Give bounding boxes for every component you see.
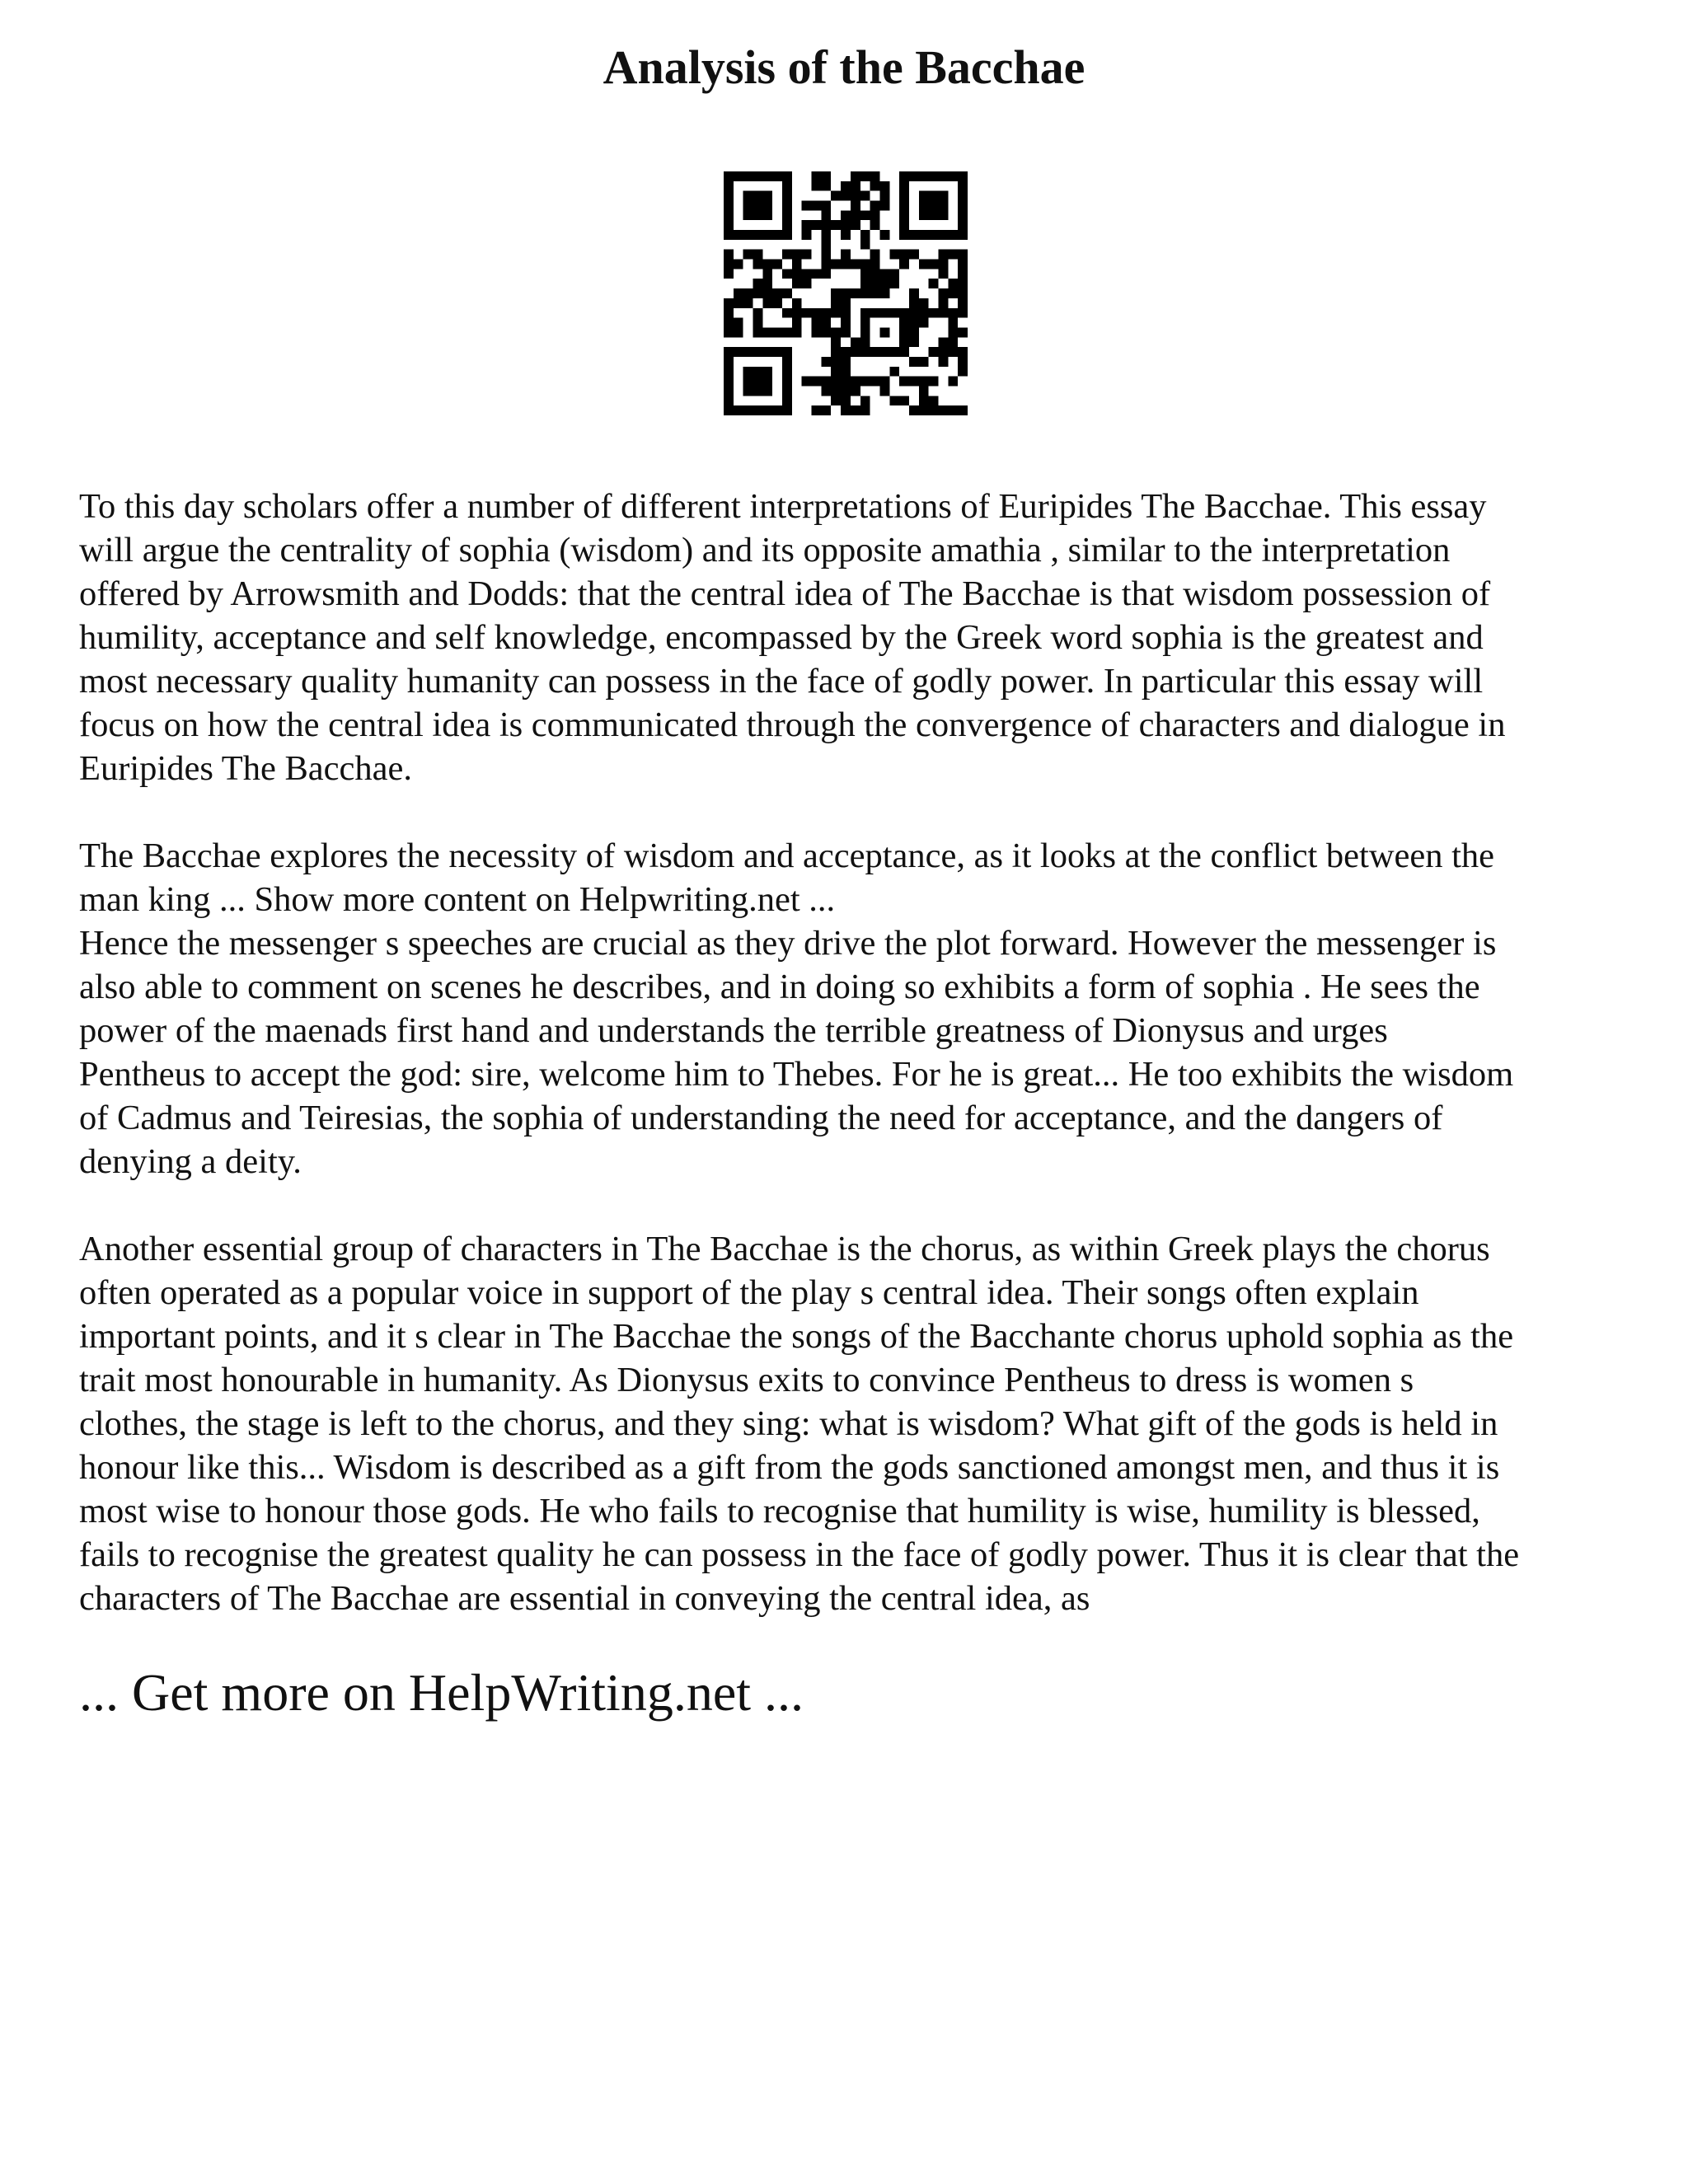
get-more-link[interactable]: ... Get more on HelpWriting.net ... [79,1663,804,1722]
page-title: Analysis of the Bacchae [603,40,1085,94]
paragraph-conflict: The Bacchae explores the necessity of wisdom and acceptance, as it looks at the conflict between the man king ... Show more content on Helpwriting.net ... [79,837,1495,919]
paragraph-chorus: Another essential group of characters in The Bacchae is the chorus, as within Greek plays the chorus often operated as a popular voice in support of the play s central idea. Their songs often explain important points, and it s clear in The Bacchae the songs of the Bacchante chorus uphold sophia as the trait most honourable in humanity. As Dionysus exits to convince Pentheus to dress is women s clothes, the stage is left to the chorus, and they sing: what is wisdom? What gift of the gods is held in honour like this... Wisdom is described as a gift from the gods sanctioned amongst men, and thus it is most wise to honour those gods. He who fails to recognise that humility is wise, humility is blessed, fails to recognise the greatest quality he can possess in the face of godly power. Thus it is clear that the characters of The Bacchae are essential in conveying the central idea, as [79,1230,1520,1618]
essay-body [79,485,1629,1664]
qr-code-icon [724,171,968,415]
paragraph-messenger: Hence the messenger s speeches are crucial as they drive the plot forward. However the messenger is also able to comment on scenes he describes, and in doing so exhibits a form of sophia . He sees the power of the maenads first hand and understands the terrible greatness of Dionysus and urges Pentheus to accept the god: sire, welcome him to Thebes. For he is great... He too exhibits the wisdom of Cadmus and Teiresias, the sophia of understanding the need for acceptance, and the dangers of denying a deity. [79,924,1514,1181]
paragraph-intro: To this day scholars offer a number of different interpretations of Euripides The Bacchae. This essay will argue the centrality of sophia (wisdom) and its opposite amathia , similar to the interpretation offered by Arrowsmith and Dodds: that the central idea of The Bacchae is that wisdom possession of humility, acceptance and self knowledge, encompassed by the Greek word sophia is the greatest and most necessary quality humanity can possess in the face of godly power. In particular this essay will focus on how the central idea is communicated through the convergence of characters and dialogue in Euripides The Bacchae. [79,487,1506,788]
